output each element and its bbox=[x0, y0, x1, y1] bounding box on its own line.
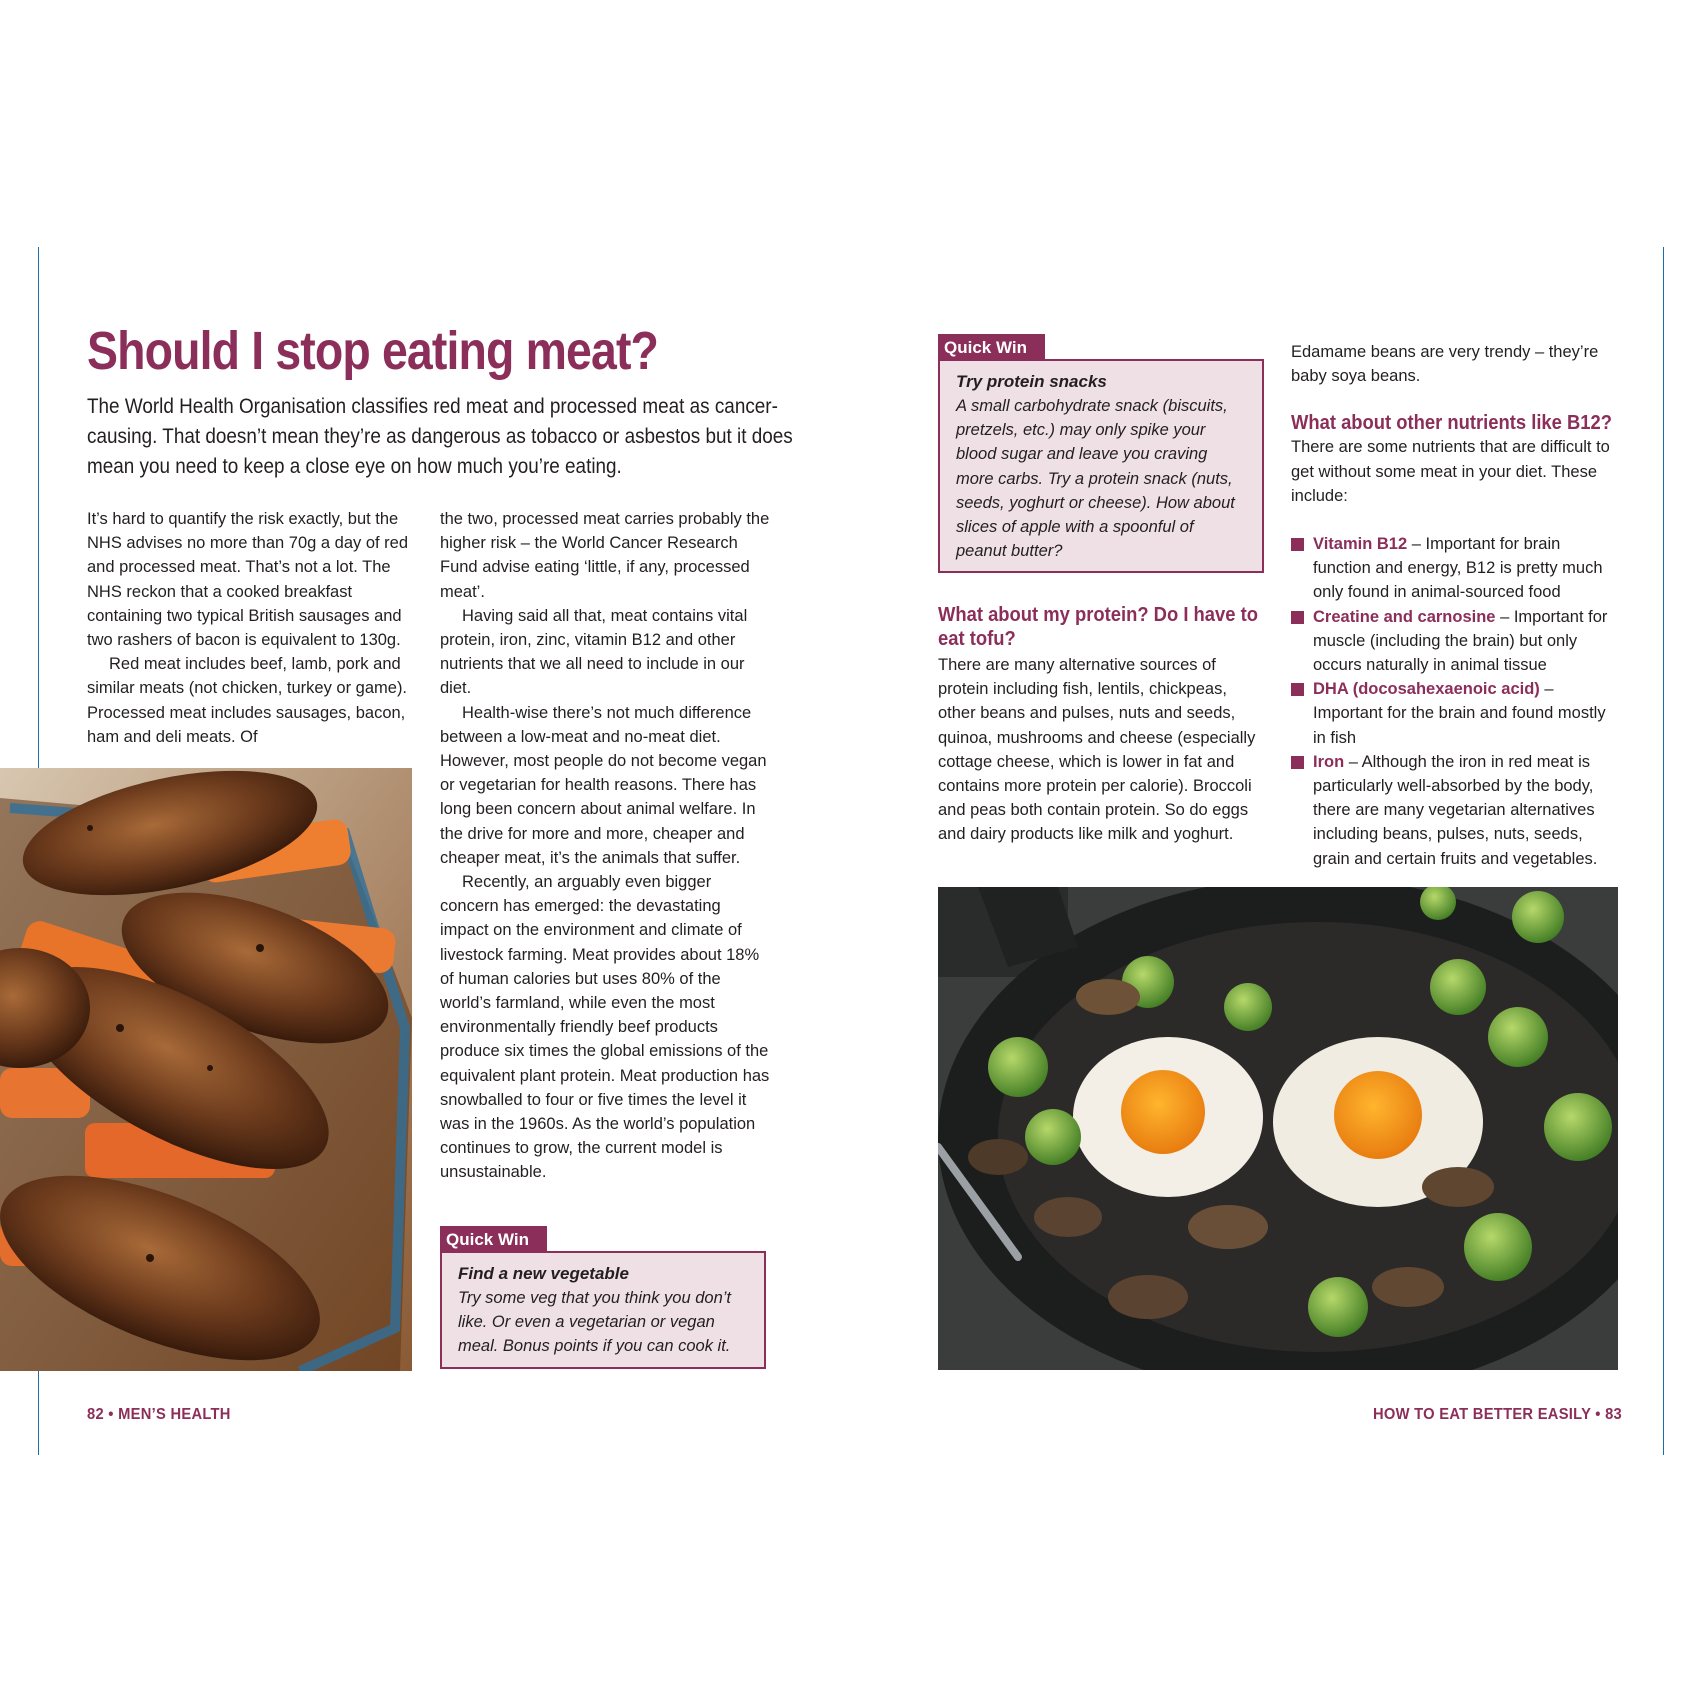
quick-win-heading: Find a new vegetable bbox=[458, 1264, 629, 1283]
paragraph: Red meat includes beef, lamb, pork and similar meats (not chicken, turkey or game). Processed meat includes sausages, bacon, ham and deli meats. Of bbox=[87, 655, 408, 746]
quick-win-box bbox=[440, 1251, 766, 1369]
nutrients-intro: There are some nutrients that are difficult to get without some meat in your diet. These include: bbox=[1291, 438, 1610, 505]
protein-heading: What about my protein? Do I have to eat tofu? bbox=[938, 604, 1258, 650]
list-item: Creatine and carnosine – Important for muscle (including the brain) but only occurs naturally in animal tissue bbox=[1291, 605, 1621, 678]
bullet-square-icon bbox=[1291, 538, 1304, 551]
intro-paragraph: The World Health Organisation classifies red meat and processed meat as cancer-causing. That doesn’t mean they’re as dangerous as tobacco or asbestos but it does mean you need to keep a close eye on how much you’re eating. bbox=[87, 395, 793, 478]
bullet-square-icon bbox=[1291, 611, 1304, 624]
left-footer: 82 • MEN’S HEALTH bbox=[87, 1406, 231, 1423]
nutrients-list bbox=[1291, 532, 1621, 871]
page-title: Should I stop eating meat? bbox=[87, 321, 659, 381]
bullet-square-icon bbox=[1291, 683, 1304, 696]
chicken-photo bbox=[0, 768, 412, 1371]
paragraph: Having said all that, meat contains vital protein, iron, zinc, vitamin B12 and other nutrients that we all need to include in our diet. bbox=[440, 606, 748, 698]
skillet-photo bbox=[938, 887, 1618, 1370]
list-item: Iron – Although the iron in red meat is particularly well-absorbed by the body, there are many vegetarian alternatives including beans, pulses, nuts, seeds, grain and certain fruits and vegetables. bbox=[1291, 750, 1621, 871]
quick-win-text: A small carbohydrate snack (biscuits, pretzels, etc.) may only spike your blood sugar and leave you craving more carbs. Try a protein snack (nuts, seeds, yoghurt or cheese). How about slices of apple with a spoonful of peanut butter? bbox=[956, 397, 1235, 561]
protein-section bbox=[938, 603, 1264, 847]
nutrients-heading: What about other nutrients like B12? bbox=[1291, 412, 1613, 435]
bullet-square-icon bbox=[1291, 756, 1304, 769]
skillet-image bbox=[938, 887, 1618, 1370]
quick-win-box bbox=[938, 359, 1264, 573]
quick-win-tab: Quick Win bbox=[440, 1226, 547, 1251]
list-item: DHA (docosahexaenoic acid) – Important for the brain and found mostly in fish bbox=[1291, 677, 1621, 750]
list-item: Vitamin B12 – Important for brain function and energy, B12 is pretty much only found in animal-sourced food bbox=[1291, 532, 1621, 605]
left-column-2 bbox=[440, 507, 770, 1185]
quick-win-text: Try some veg that you think you don’t like. Or even a vegetarian or vegan meal. Bonus points if you can cook it. bbox=[458, 1289, 731, 1356]
chicken-image bbox=[0, 768, 412, 1371]
protein-paragraph: There are many alternative sources of protein including fish, lentils, chickpeas, other beans and pulses, nuts and seeds, quinoa, mushrooms and cheese (especially cottage cheese, which is lower in fat and contains more protein per calorie). Broccoli and peas both contain protein. So do eggs and dairy products like milk and yoghurt. bbox=[938, 656, 1256, 844]
paragraph: Recently, an arguably even bigger concern has emerged: the devastating impact on the environment and climate of livestock farming. Meat provides about 18% of human calories but uses 80% of the world’s farmland, while even the most environmentally friendly beef products produce six times the global emissions of the equivalent plant protein. Meat production has snowballed to four or five times the level it was in the 1960s. As the world’s population continues to grow, the current model is unsustainable. bbox=[440, 873, 770, 1182]
paragraph: the two, processed meat carries probably the higher risk – the World Cancer Research Fund advise eating ‘little, if any, processed meat’. bbox=[440, 510, 770, 601]
right-footer: HOW TO EAT BETTER EASILY • 83 bbox=[1373, 1406, 1623, 1423]
quick-win-tab: Quick Win bbox=[938, 334, 1045, 359]
nutrients-section bbox=[1291, 340, 1621, 871]
paragraph: It’s hard to quantify the risk exactly, but the NHS advises no more than 70g a day of red and processed meat. That’s not a lot. The NHS reckon that a cooked breakfast containing two typical British sausages and two rashers of bacon is equivalent to 130g. bbox=[87, 510, 409, 650]
left-column-1 bbox=[87, 507, 417, 749]
right-page-rule bbox=[1663, 247, 1664, 1455]
edamame-paragraph: Edamame beans are very trendy – they’re baby soya beans. bbox=[1291, 343, 1599, 386]
paragraph: Health-wise there’s not much difference between a low-meat and no-meat diet. However, most people do not become vegan or vegetarian for health reasons. There has long been concern about animal welfare. In the drive for more and more, cheaper and cheaper meat, it’s the animals that suffer. bbox=[440, 703, 767, 867]
quick-win-heading: Try protein snacks bbox=[956, 372, 1107, 391]
